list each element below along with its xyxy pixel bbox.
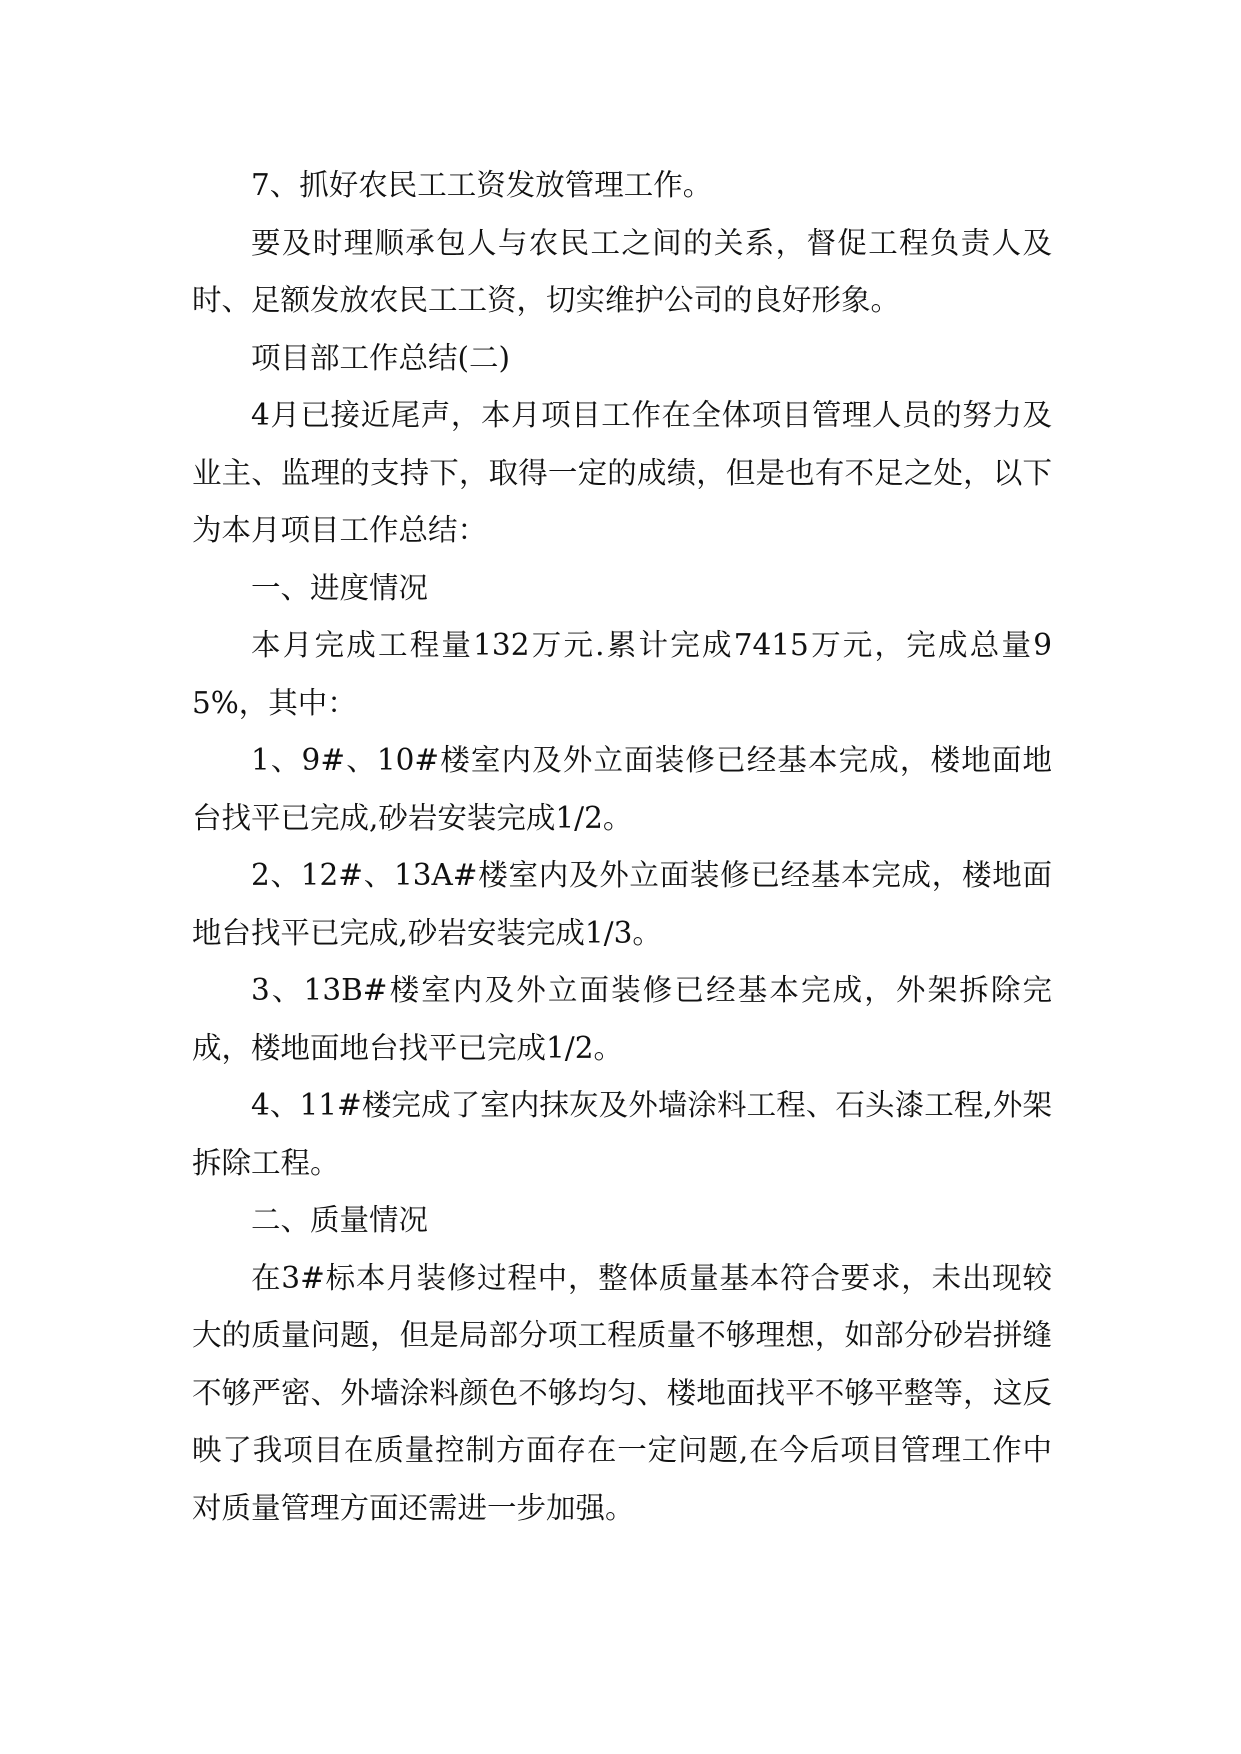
paragraph-item-7-wages: 7、抓好农民工工资发放管理工作。 [251,168,713,202]
heading-progress: 一、进度情况 [251,570,429,605]
section-title: 项目部工作总结(二) [251,340,511,375]
paragraph-progress-item-4: 4、11#楼完成了室内抹灰及外墙涂料工程、石头漆工程,外架拆除工程。 [192,1088,1052,1180]
paragraph-progress-item-1: 1、9#、10#楼室内及外立面装修已经基本完成，楼地面地台找平已完成,砂岩安装完成1/2。 [192,743,1052,835]
paragraph-quality-detail: 在3#标本月装修过程中，整体质量基本符合要求，未出现较大的质量问题，但是局部分项工程质量不够理想，如部分砂岩拼缝不够严密、外墙涂料颜色不够均匀、楼地面找平不够平整等，这反映了我项目在质量控制方面存在一定问题,在今后项目管理工作中对质量管理方面还需进一步加强。 [192,1260,1052,1525]
paragraph-progress-summary: 本月完成工程量132万元.累计完成7415万元，完成总量95%，其中： [192,628,1052,720]
paragraph-intro: 4月已接近尾声，本月项目工作在全体项目管理人员的努力及业主、监理的支持下，取得一定的成绩，但是也有不足之处，以下为本月项目工作总结： [192,398,1052,547]
paragraph-progress-item-3: 3、13B#楼室内及外立面装修已经基本完成，外架拆除完成，楼地面地台找平已完成1/2。 [192,973,1052,1065]
paragraph-wages-detail: 要及时理顺承包人与农民工之间的关系，督促工程负责人及时、足额发放农民工工资，切实维护公司的良好形象。 [192,225,1052,317]
heading-quality: 二、质量情况 [251,1203,429,1237]
paragraph-progress-item-2: 2、12#、13A#楼室内及外立面装修已经基本完成，楼地面地台找平已完成,砂岩安装完成1/3。 [192,858,1052,950]
document-body [192,157,1052,1537]
